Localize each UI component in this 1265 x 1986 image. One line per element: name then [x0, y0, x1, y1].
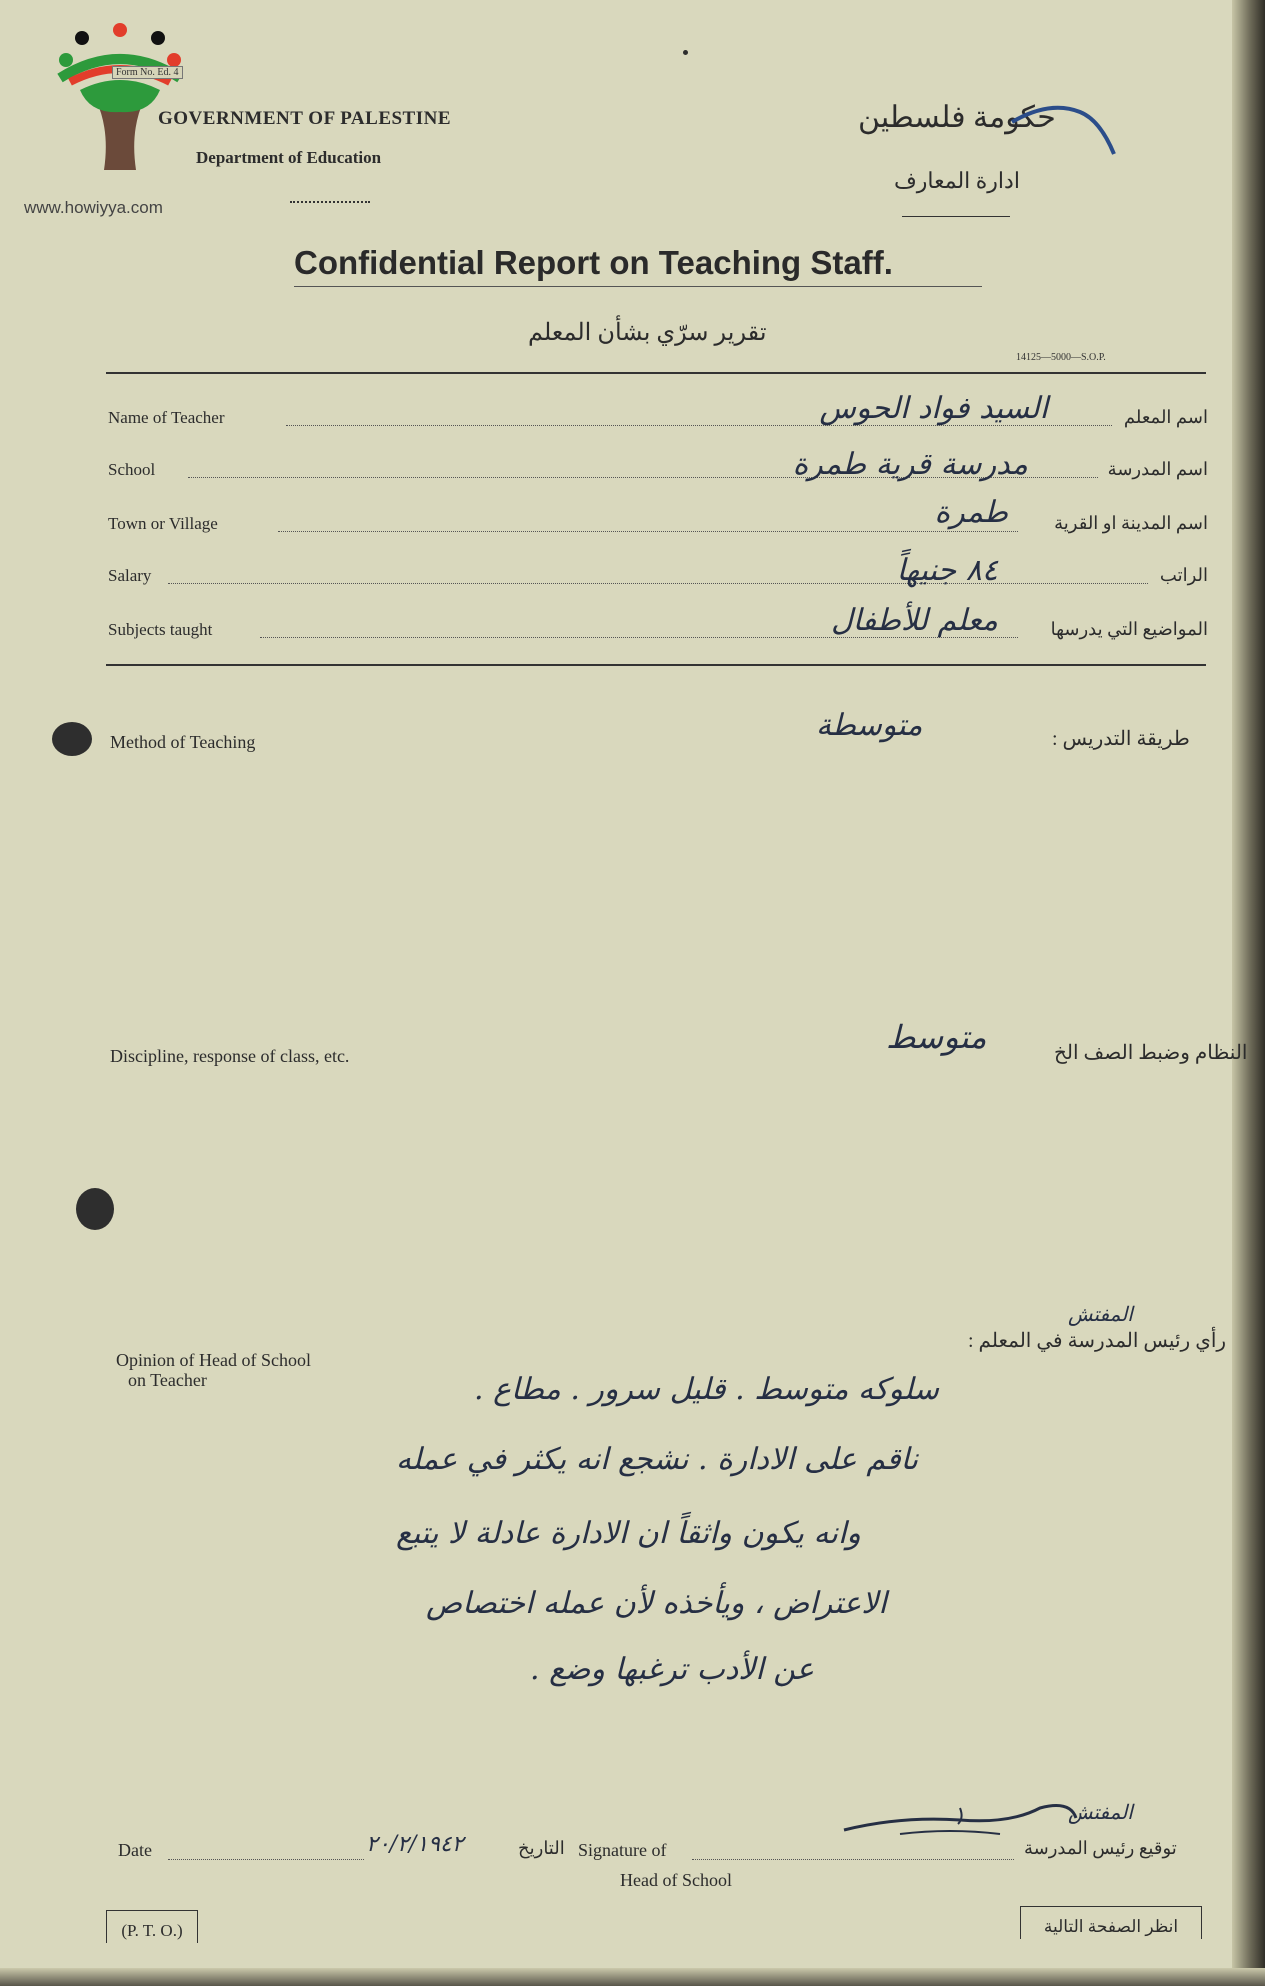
divider	[902, 216, 1010, 217]
department-title-en: Department of Education	[196, 148, 382, 167]
scan-bottom-edge	[0, 1968, 1265, 1986]
handwritten-stroke	[1010, 92, 1120, 162]
field-row-subjects	[108, 603, 1208, 644]
field-value: السيد فواد الحوس	[819, 391, 1048, 426]
signature-sub-label: Head of School	[620, 1870, 732, 1890]
method-value: متوسطة	[816, 708, 923, 743]
field-label: Town or Village	[108, 514, 218, 533]
field-value: ٨٤ جنيهاً	[896, 553, 998, 588]
field-row-school	[108, 447, 1208, 484]
date-value: ٢٠/٢/١٩٤٢	[366, 1832, 464, 1857]
document-title-ar: تقرير سرّي بشأن المعلم	[528, 320, 767, 346]
pto-label: (P. T. O.)	[106, 1910, 198, 1943]
department-title-ar: ادارة المعارف	[894, 168, 1020, 193]
divider	[290, 201, 370, 203]
punch-hole-top	[52, 722, 92, 756]
field-label-ar: اسم المدينة او القرية	[1054, 513, 1208, 533]
government-title-en: GOVERNMENT OF PALESTINE	[158, 108, 452, 129]
discipline-value: متوسط	[886, 1018, 987, 1056]
field-value: معلم للأطفال	[830, 603, 998, 638]
punch-hole-bottom	[76, 1188, 114, 1230]
opinion-line: عن الأدب ترغبها وضع .	[530, 1652, 815, 1687]
field-value: مدرسة قرية طمرة	[792, 447, 1028, 482]
opinion-line: الاعتراض ، ويأخذه لأن عمله اختصاص	[426, 1586, 887, 1621]
opinion-line: ناقم على الادارة . نشجع انه يكثر في عمله	[396, 1442, 919, 1477]
scan-edge-shadow	[1232, 0, 1265, 1986]
field-row-name	[108, 391, 1208, 432]
opinion-line: سلوكه متوسط . قليل سرور . مطاع .	[474, 1372, 939, 1407]
field-line	[168, 583, 1148, 584]
government-title-ar: حكومة فلسطين	[858, 101, 1056, 134]
signature-line	[692, 1859, 1014, 1860]
signature-label: Signature of	[578, 1840, 667, 1860]
method-label: Method of Teaching	[110, 732, 256, 752]
date-label: Date	[118, 1840, 152, 1860]
field-label-ar: المواضيع التي يدرسها	[1050, 619, 1208, 639]
howiyya-logo-icon	[40, 20, 200, 180]
field-label: School	[108, 460, 156, 479]
field-label-ar: اسم المعلم	[1123, 407, 1208, 427]
field-label: Salary	[108, 566, 152, 585]
print-reference-code: 14125—5000—S.O.P.	[1016, 352, 1106, 363]
date-label-ar: التاريخ	[518, 1838, 565, 1858]
opinion-label-line1: Opinion of Head of School	[116, 1350, 311, 1370]
opinion-label-line2: on Teacher	[128, 1370, 207, 1390]
inspector-annotation: المفتش	[1068, 1302, 1133, 1326]
field-row-town	[108, 495, 1208, 538]
title-underline	[294, 286, 982, 287]
section-rule-bottom	[106, 664, 1206, 666]
field-line	[278, 531, 1018, 532]
discipline-label: Discipline, response of class, etc.	[110, 1046, 350, 1066]
signature-annotation: المفتش	[1068, 1800, 1133, 1824]
field-label-ar: اسم المدرسة	[1107, 459, 1208, 479]
field-label-ar: الراتب	[1159, 565, 1208, 585]
field-value: طمرة	[934, 495, 1008, 530]
ink-dot	[683, 50, 688, 55]
section-rule-top	[106, 372, 1206, 374]
opinion-line: وانه يكون واثقاً ان الادارة عادلة لا يتبع	[396, 1516, 861, 1551]
watermark-url[interactable]: www.howiyya.com	[24, 198, 163, 217]
handwritten-signature	[840, 1790, 1080, 1850]
method-label-ar: طريقة التدريس :	[1052, 728, 1190, 750]
field-row-salary	[108, 553, 1208, 590]
date-line	[168, 1859, 364, 1860]
field-label: Subjects taught	[108, 620, 213, 639]
opinion-label-ar: رأي رئيس المدرسة في المعلم :	[968, 1330, 1227, 1352]
document-title: Confidential Report on Teaching Staff.	[294, 244, 893, 281]
signature-label-ar: توقيع رئيس المدرسة	[1024, 1838, 1177, 1858]
pto-label-ar: انظر الصفحة التالية	[1020, 1906, 1202, 1939]
form-code: Form No. Ed. 4	[112, 66, 183, 79]
field-label: Name of Teacher	[108, 408, 225, 427]
discipline-label-ar: النظام وضبط الصف الخ	[1054, 1042, 1248, 1064]
